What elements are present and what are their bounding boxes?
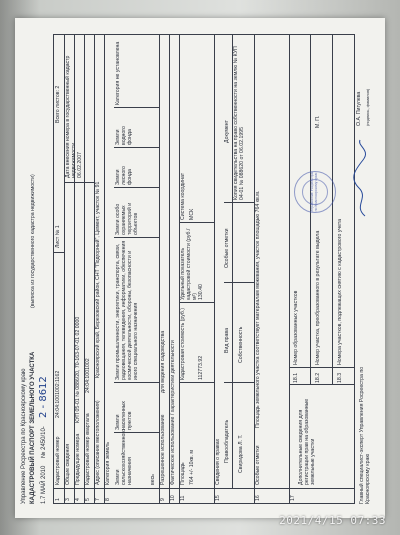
address-label: Адрес (описание местоположения) <box>95 400 101 485</box>
document-header: Документ <box>224 119 230 143</box>
cadastral-value-label: Кадастровая стоимость (руб.) <box>180 308 186 380</box>
specific-value-label: Удельный показатель кадастровой стоимости (руб./м²) <box>180 228 198 300</box>
quarter-number-label: Кадастровый номер квартала <box>85 413 91 485</box>
document-title: КАДАСТРОВЫЙ ПАСПОРТ ЗЕМЕЛЬНОГО УЧАСТКА <box>30 351 36 504</box>
category-protected: Земли особо охраняемых территорий и объектов <box>115 202 139 235</box>
stamp-mp: М. П. <box>315 115 321 128</box>
coordinate-system-label: Система координат <box>180 172 186 220</box>
cadastral-table: 1 Кадастровый номер 24:04:1001002:1162 Лист № 1 Всего листов: 2 3 Общие сведения Дата внесения номера в государственный кадастр недвижимости 06.02.2007 4 Предыдущие номера КУП 05-01 № 0886/20, 70-163-07-01 02 0000 5 Кадастровый номер квартала 24:04:1001002 7 Адрес (описание местоположения) Красноярский край, Березовский район, СНТ "Подгорный", Цемент, участок № 91 8 Категория земель Земли сельскохозяйственного назначения Земли населенных пунктов Земли промышленности, энергетики, транспорта, связи, радиовещания, телевидения, информатики, обеспечения космической деятельности, обороны, безопасности и иного специального назначения Земли особо охраняемых территорий и объектов Земли лесного фонда Земли водного фонда Категория не установлена весь 9 Разрешенное использование для ведения садоводства 10 Фактическое использование / характеристики деятельности 11 Площадь 764 +/- 10кв. м Кадастровая стоимость (руб.) 112773.92 Удельный показатель кадастровой стоимости (руб./м²) 130.40 Система координат МСК 15 Сведения о правах Правообладатель Вид права Особые отметки Документ Свиридова Л. Т. Собственность Копия свидетельства на право собственности на землю № КУП 04-01 № 088620 от 06.02.1995 16 Особые отметки Площадь земельного участка соответствует материалам межевания, участок площадью 764 кв.м. 17 Дополнительные сведения для регистрации прав на образованные земельные участки 18.1 18.2 18.3 Номер образованных участков Номер участка, преобразованного в результате выдела Номера участков, подлежащих снятию с кадастрового учета Управление Росреестра по Красноярскому краю М. П. <box>53 34 355 504</box>
actual-use-label: Фактическое использование / характеристики деятельности <box>170 340 176 485</box>
coordinate-system: МСК <box>189 208 195 220</box>
entry-date-label: Дата внесения номера в государственный кадастр недвижимости <box>65 55 77 178</box>
handwritten-number: 2 - 8612 <box>38 376 49 418</box>
special-notes: Площадь земельного участка соответствует материалам межевания, участок площадью 764 кв.м. <box>255 190 261 428</box>
document-page <box>15 18 385 518</box>
area-label: Площадь <box>180 462 186 485</box>
category-not-set: Категория не установлена <box>115 41 121 105</box>
rights-label: Сведения о правах <box>215 438 221 485</box>
removed-plots-label: Номера участков, подлежащих снятию с кадастрового учета <box>337 218 343 365</box>
cadastral-number-label: Кадастровый номер <box>55 436 61 485</box>
land-category-label: Категория земель <box>105 442 111 485</box>
specific-value: 130.40 <box>198 284 204 300</box>
cadastral-number: 24:04:1001002:1162 <box>55 370 61 418</box>
photo-timestamp: 2021/4/15 07:33 <box>279 514 386 527</box>
address: Красноярский край, Березовский район, СНТ "Подгорный", Цемент, участок № 91 <box>95 181 101 378</box>
category-agricultural: Земли сельскохозяйственного назначения <box>115 428 133 485</box>
sheet-label: Лист № 1 <box>55 225 61 248</box>
previous-numbers: КУП 05-01 № 0886/20, 70-163-07-01 02 0000 <box>75 316 81 423</box>
entry-date: 06.02.2007 <box>77 152 83 178</box>
category-selected: весь <box>150 474 156 485</box>
official-stamp: Управление Росреестра по Красноярскому краю <box>294 171 336 213</box>
area-value: 764 +/- 10кв. м <box>189 450 195 485</box>
formed-plots-label: Номер образованных участков <box>293 290 299 365</box>
right-type-header: Вид права <box>224 328 230 353</box>
rights-holder: Свиридова Л. Т. <box>238 434 244 473</box>
additional-info-label: Дополнительные сведения для регистрации прав на образованные земельные участки <box>298 398 316 485</box>
permitted-use-label: Разрешенное использование <box>160 414 166 485</box>
rights-holder-header: Правообладатель <box>224 419 230 463</box>
agency-name: Управление Росреестра по Красноярскому краю <box>21 368 27 504</box>
category-industry: Земли промышленности, энергетики, транспорта, связи, радиовещания, телевидения, информатики, обеспечения космической деятельности, обороны, безопасности и иного специального назначения <box>115 240 139 380</box>
category-settlements: Земли населенных пунктов <box>115 400 133 430</box>
right-document: Копия свидетельства на право собственности на землю № КУП 04-01 № 088620 от 06.02.1995 <box>233 46 245 200</box>
signature-caption: (подпись, фамилия) <box>365 88 370 126</box>
signatory-role: Главный специалист-эксперт Управления Росреестра по Красноярскому краю <box>359 366 371 504</box>
category-forest: Земли лесного фонда <box>115 166 133 185</box>
signatory-name: О.А. Пигулева <box>356 91 362 126</box>
general-info-label: Общие сведения <box>65 443 71 485</box>
issue-date: 1.7 МАЙ 2010 <box>41 465 47 504</box>
issue-number: № 2450/10- <box>41 426 47 458</box>
quarter-number: 24:04:1001002 <box>85 358 91 393</box>
document-subtitle: (выписка из государственного кадастра недвижимости) <box>30 174 36 308</box>
cadastral-value: 112773.92 <box>198 355 204 380</box>
signature-mark <box>351 138 371 218</box>
transformed-plot-label: Номер участка, преобразованного в результате выдела <box>315 230 321 365</box>
total-sheets: Всего листов: 2 <box>55 85 61 123</box>
special-notes-label: Особые отметки <box>255 445 261 485</box>
previous-numbers-label: Предыдущие номера <box>75 433 81 485</box>
category-water: Земли водного фонда <box>115 126 133 145</box>
right-type: Собственность <box>238 326 244 363</box>
special-marks-header: Особые отметки <box>224 228 230 268</box>
permitted-use: для ведения садоводства <box>160 330 166 393</box>
